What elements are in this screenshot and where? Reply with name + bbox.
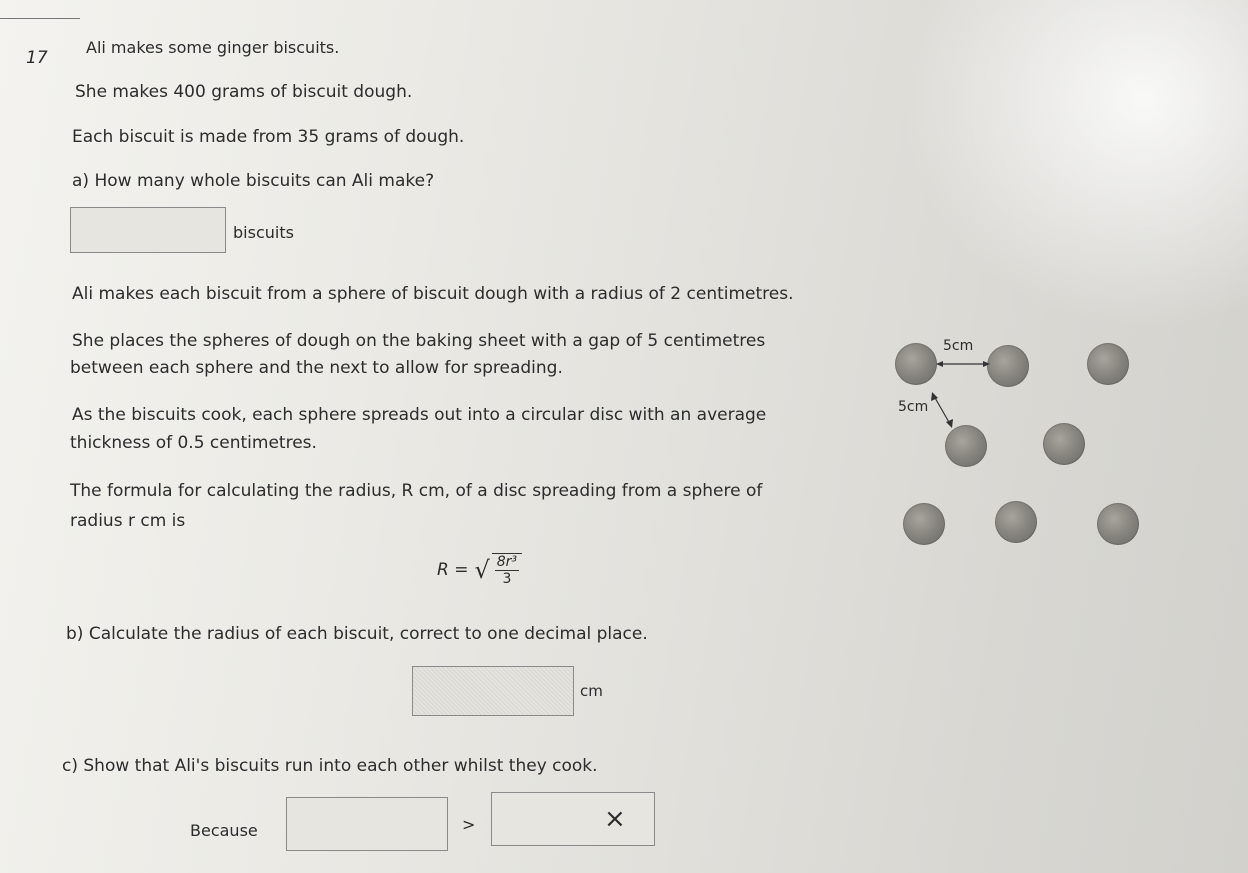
- part-a-question: a) How many whole biscuits can Ali make?: [72, 171, 435, 191]
- dough-sphere: [895, 343, 937, 385]
- gap-label-horizontal: 5cm: [943, 338, 974, 354]
- top-rule: [0, 18, 80, 19]
- cross-icon: ×: [604, 804, 626, 834]
- formula-numerator: 8r³: [496, 554, 518, 570]
- dough-sphere: [903, 503, 945, 545]
- dough-sphere: [1097, 503, 1139, 545]
- sphere-text: Ali makes each biscuit from a sphere of biscuit dough with a radius of 2 centimetres.: [72, 284, 794, 304]
- formula-denominator: 3: [502, 571, 512, 587]
- radius-formula: [437, 553, 522, 587]
- light-glare: [900, 0, 1248, 330]
- dough-sphere: [1043, 423, 1085, 465]
- gap-text-2: between each sphere and the next to allow for spreading.: [70, 358, 563, 378]
- sqrt-icon: √: [474, 556, 490, 584]
- intro-text: Ali makes some ginger biscuits.: [86, 38, 340, 57]
- part-c-answer-box-left[interactable]: [286, 797, 448, 851]
- diagonal-arrow-icon: [926, 390, 956, 430]
- dough-sphere: [1087, 343, 1129, 385]
- formula-text-1: The formula for calculating the radius, R cm, of a disc spreading from a sphere of: [70, 481, 763, 501]
- formula-text-2: radius r cm is: [70, 511, 186, 531]
- cm-unit: cm: [580, 682, 603, 700]
- part-b-answer-box[interactable]: [412, 666, 574, 716]
- part-c-question: c) Show that Ali's biscuits run into each other whilst they cook.: [62, 756, 598, 776]
- gap-text-1: She places the spheres of dough on the baking sheet with a gap of 5 centimetres: [72, 331, 766, 351]
- part-b-question: b) Calculate the radius of each biscuit, correct to one decimal place.: [66, 624, 648, 644]
- biscuits-unit: biscuits: [233, 223, 294, 242]
- formula-lhs: R =: [437, 560, 469, 580]
- dough-text: She makes 400 grams of biscuit dough.: [75, 82, 413, 102]
- greater-than-symbol: >: [462, 815, 476, 834]
- formula-fraction: [492, 553, 522, 587]
- horizontal-arrow-icon: [936, 358, 992, 370]
- part-a-answer-box[interactable]: [70, 207, 226, 253]
- each-biscuit-text: Each biscuit is made from 35 grams of dough.: [72, 127, 465, 147]
- part-c-answer-box-right[interactable]: [491, 792, 655, 846]
- dough-sphere: [995, 501, 1037, 543]
- question-number: 17: [26, 48, 48, 68]
- gap-label-vertical: 5cm: [898, 399, 929, 415]
- dough-sphere: [987, 345, 1029, 387]
- cook-text-2: thickness of 0.5 centimetres.: [70, 433, 317, 453]
- cook-text-1: As the biscuits cook, each sphere spreads out into a circular disc with an average: [72, 405, 767, 425]
- dough-sphere: [945, 425, 987, 467]
- because-label: Because: [190, 821, 258, 840]
